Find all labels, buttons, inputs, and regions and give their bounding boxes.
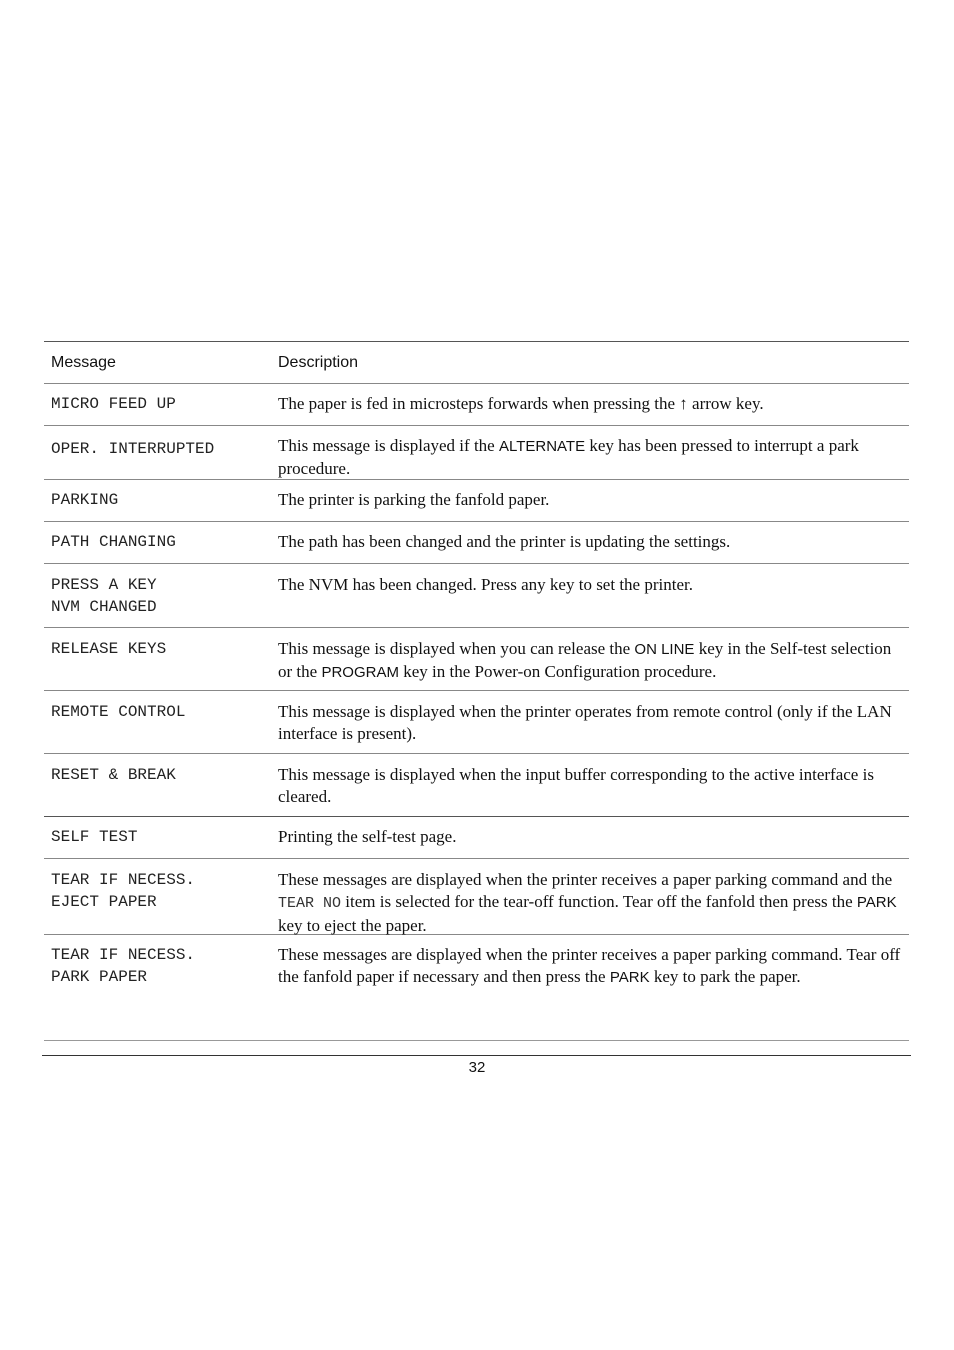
table-row: [44, 628, 909, 691]
table-bottom-rule: [44, 1040, 909, 1041]
message-code: SELF TEST: [51, 828, 138, 846]
key-name: PROGRAM: [321, 664, 399, 681]
message-description: These messages are displayed when the printer receives a paper parking command. Tear off the fanfold paper if necessary and then press the PARK key to park the paper.: [278, 945, 901, 986]
message-description: This message is displayed when the printer operates from remote control (only if the LAN interface is present).: [278, 702, 892, 743]
message-description: This message is displayed when the input buffer corresponding to the active interface is cleared.: [278, 765, 874, 806]
table-row: [44, 522, 909, 564]
page-number: 32: [468, 1059, 486, 1076]
table-row: [44, 480, 909, 522]
message-code: TEAR IF NECESS. EJECT PAPER: [51, 871, 196, 911]
message-description: This message is displayed if the ALTERNATE key has been pressed to interrupt a park procedure.: [278, 436, 859, 478]
table-row: [44, 817, 909, 859]
key-name: ALTERNATE: [498, 438, 586, 455]
message-code: PRESS A KEY NVM CHANGED: [51, 576, 157, 616]
table-header-row: [44, 342, 909, 384]
message-description: The NVM has been changed. Press any key to set the printer.: [278, 575, 693, 594]
table-row: [44, 691, 909, 754]
message-code: MICRO FEED UP: [51, 395, 176, 413]
message-code: REMOTE CONTROL: [51, 703, 186, 721]
message-description: Printing the self-test page.: [278, 827, 457, 846]
header-message: Message: [51, 353, 116, 371]
message-code: OPER. INTERRUPTED: [51, 440, 215, 458]
footer-rule: [42, 1055, 911, 1056]
table-row: [44, 384, 909, 426]
header-description: Description: [278, 353, 359, 371]
key-name: PARK: [856, 894, 897, 911]
message-code: TEAR IF NECESS. PARK PAPER: [51, 946, 196, 986]
message-description: The paper is fed in microsteps forwards when pressing the ↑ arrow key.: [278, 394, 764, 413]
key-name: PARK: [609, 969, 650, 986]
table-row: [44, 564, 909, 628]
message-code: PATH CHANGING: [51, 533, 176, 551]
message-description: These messages are displayed when the printer receives a paper parking command and the TEAR NO item is selected for the tear-off function. Tear off the fanfold then press the PARK key to eject the paper.: [278, 870, 897, 935]
message-description: The printer is parking the fanfold paper.: [278, 490, 550, 509]
message-code: PARKING: [51, 491, 119, 509]
key-name: ON LINE: [634, 641, 695, 658]
table-row: [44, 754, 909, 817]
menu-item-name: TEAR NO: [278, 895, 342, 912]
message-description: This message is displayed when you can release the ON LINE key in the Self-test selection or the PROGRAM key in the Power-on Configuration procedure.: [278, 639, 892, 681]
table-row: [44, 935, 909, 1041]
message-table: [44, 341, 909, 1041]
message-code: RELEASE KEYS: [51, 640, 167, 658]
table-row: [44, 859, 909, 935]
table-row: [44, 426, 909, 480]
message-code: RESET & BREAK: [51, 766, 176, 784]
message-description: The path has been changed and the printer is updating the settings.: [278, 532, 731, 551]
